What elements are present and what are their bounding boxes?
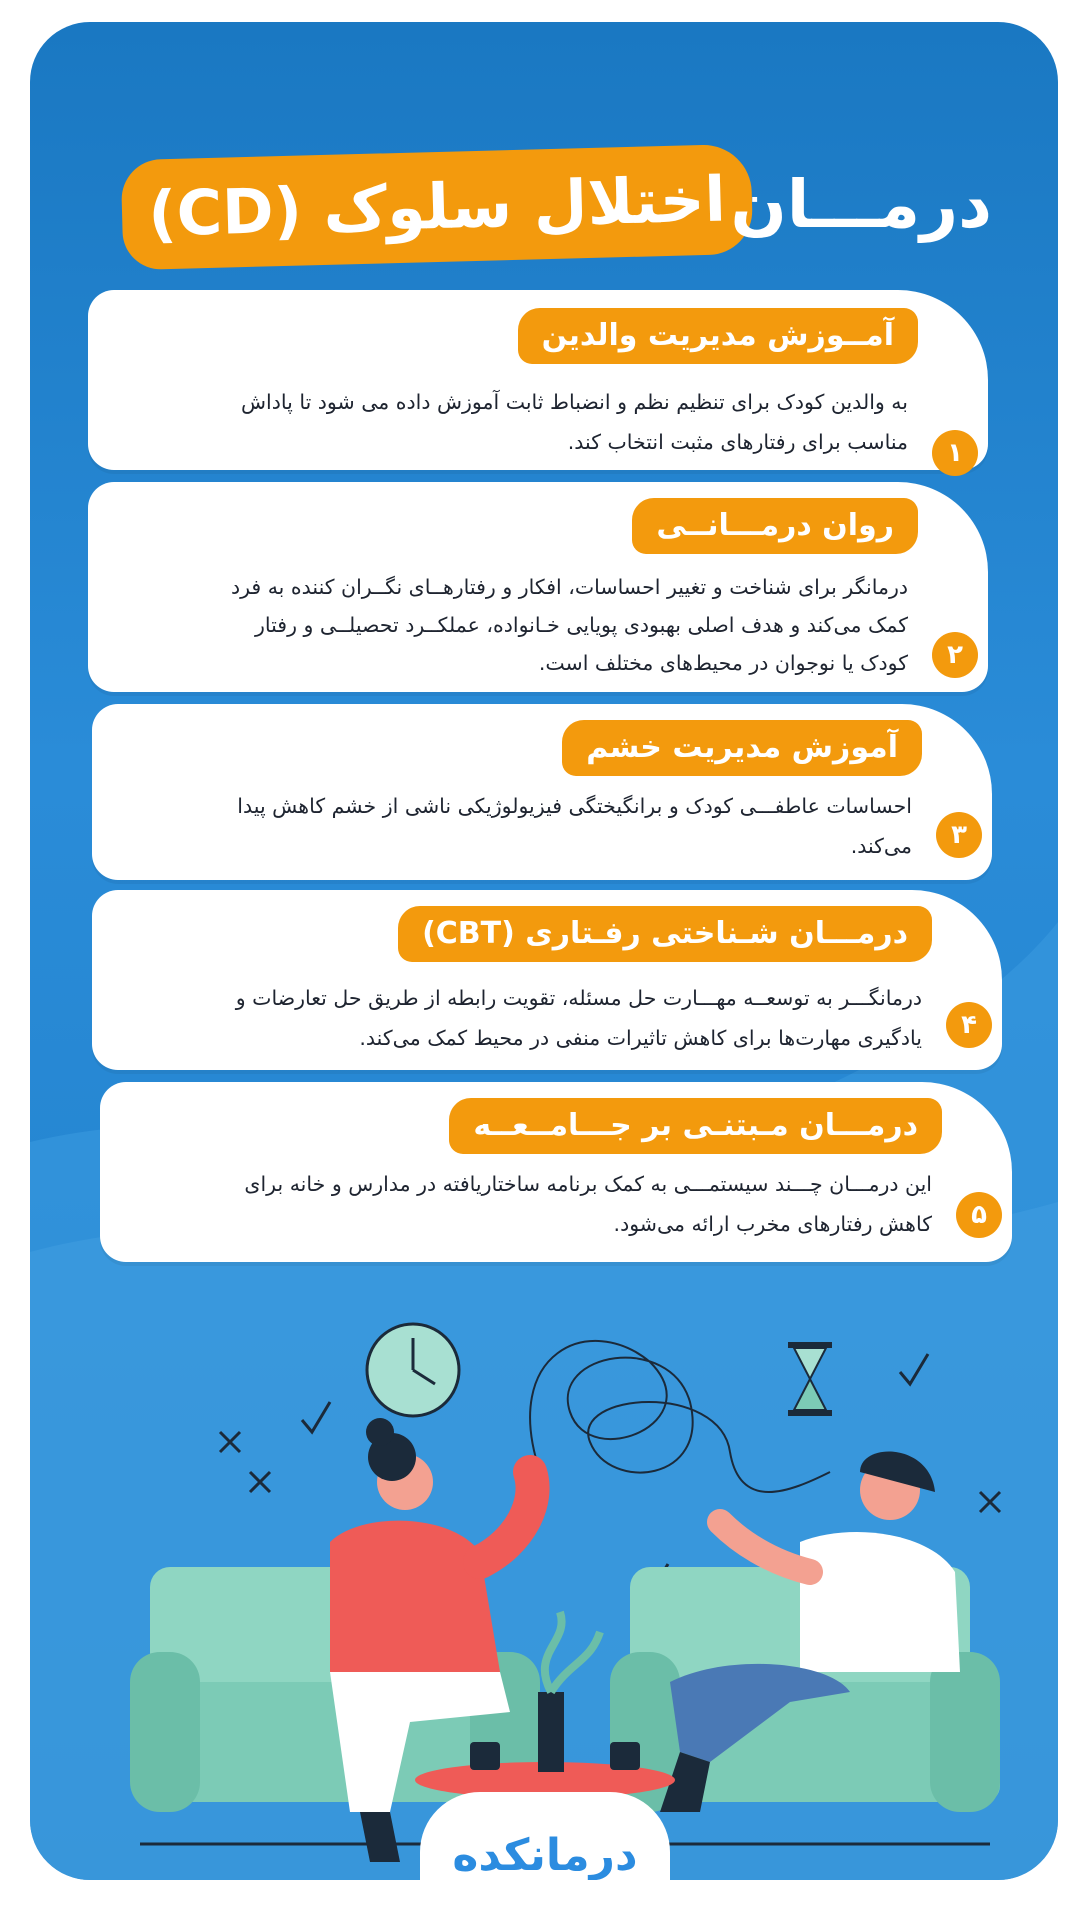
item-card-5: [100, 1082, 1012, 1262]
item-text-3: [132, 786, 912, 866]
item-text-2: [128, 568, 908, 682]
item-card-1: [88, 290, 988, 470]
page-title: [90, 132, 1010, 272]
item-text-line: می‌کند.: [850, 834, 912, 858]
item-text-line: کمک می‌کند و هدف اصلی بهبودی پویایی خـانواده، عملکــرد تحصیلــی و رفتار: [254, 613, 908, 637]
hourglass-icon: [788, 1342, 832, 1416]
brand-logo: [420, 1792, 670, 1880]
item-text-line: درمانگر برای شناخت و تغییر احساسات، افکار و رفتارهــای نگــران کننده به فرد: [230, 575, 908, 599]
item-number-4: ۴: [946, 1002, 992, 1048]
item-title-5: درمـــان مـبتنـی بر جـــامــعــه: [449, 1098, 942, 1154]
item-number-2: ۲: [932, 632, 978, 678]
item-card-2: [88, 482, 988, 692]
poster-background: [30, 22, 1058, 1880]
item-number-5: ۵: [956, 1192, 1002, 1238]
item-number-1: ۱: [932, 430, 978, 476]
item-text-line: به والدین کودک برای تنظیم نظم و انضباط ثابت آموزش داده می شود تا پاداش: [241, 390, 908, 414]
item-text-1: [128, 382, 908, 462]
title-highlight: اختلال سلوک (CD): [121, 144, 754, 270]
item-text-line: کاهش رفتارهای مخرب ارائه می‌شود.: [613, 1212, 932, 1236]
item-card-3: [92, 704, 992, 880]
item-number-3: ۳: [936, 812, 982, 858]
clock-icon: [367, 1324, 459, 1416]
logo-text: درمانکده: [452, 1829, 638, 1880]
title-word: درمـــان: [730, 166, 992, 243]
item-text-line: این درمـــان چـــند سیستمـــی به کمک برنامه ساختاریافته در مدارس و خانه برای: [244, 1172, 932, 1196]
item-text-line: مناسب برای رفتارهای مثبت انتخاب کند.: [567, 430, 908, 454]
item-text-line: احساسات عاطفـــی کودک و برانگیختگی فیزیولوژیکی ناشی از خشم کاهش پیدا: [237, 794, 912, 818]
item-title-2: روان درمـــانــی: [632, 498, 918, 554]
item-title-4: درمـــان شـناختی رفـتاری (CBT): [398, 906, 932, 962]
item-text-line: درمانگـــر به توسعــه مهـــارت حل مسئله، تقویت رابطه از طریق حل تعارضات و: [235, 986, 922, 1010]
item-text-line: یادگیری مهارت‌ها برای کاهش تاثیرات منفی در محیط کمک می‌کند.: [359, 1026, 922, 1050]
item-text-5: [142, 1164, 932, 1244]
item-title-3: آموزش مدیریت خشم: [562, 720, 922, 776]
item-card-4: [92, 890, 1002, 1070]
item-text-line: کودک یا نوجوان در محیط‌های مختلف است.: [538, 651, 908, 675]
item-title-1: آمــوزش مدیریت والدین: [518, 308, 918, 364]
item-text-4: [132, 978, 922, 1058]
